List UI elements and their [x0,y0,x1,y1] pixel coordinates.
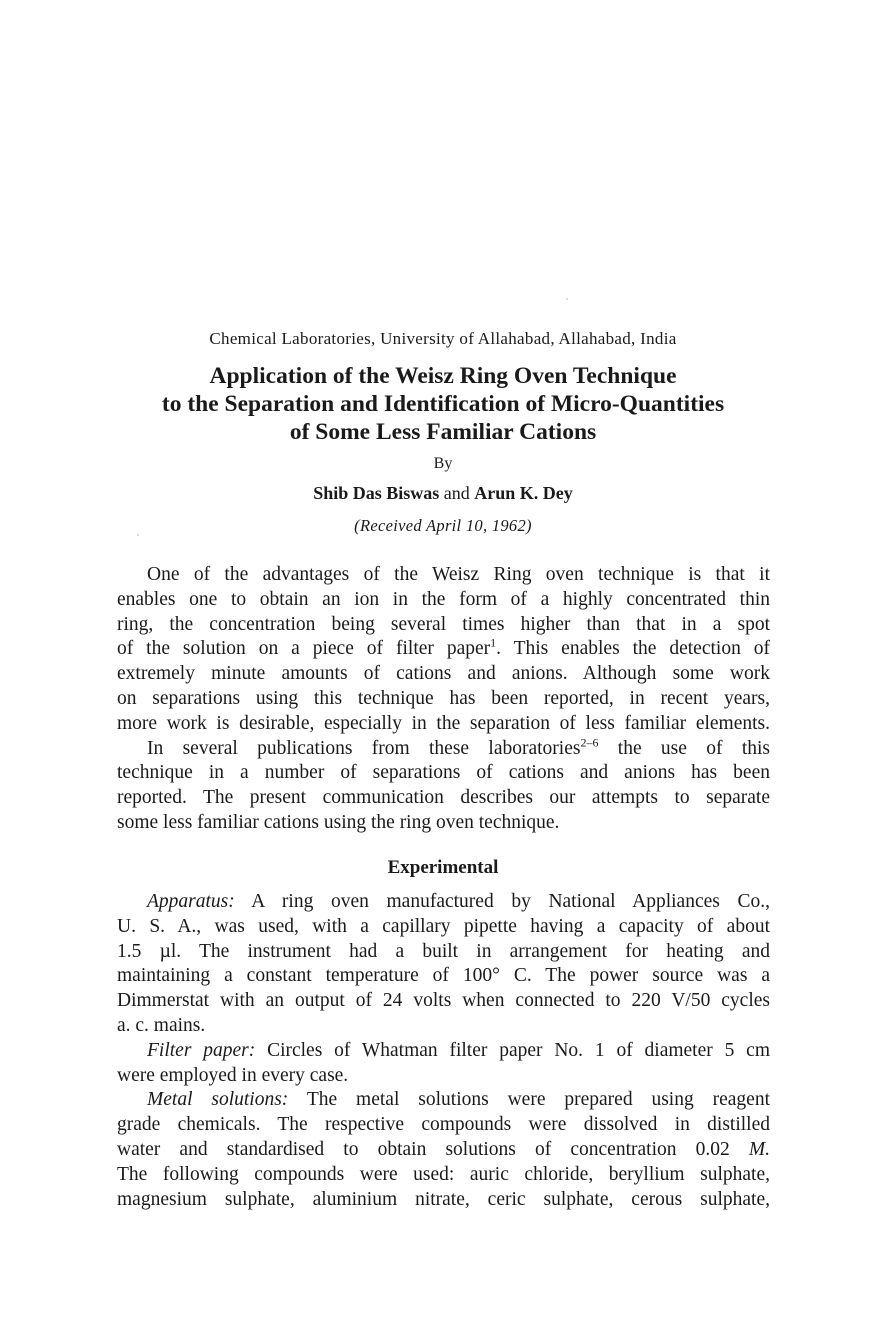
text-fragment: In several publications from these laboratories [147,737,581,759]
paper-title [0,362,886,446]
author-1: Shib Das Biswas [313,483,440,503]
text-fragment: The metal solutions were prepared using reagent [288,1089,770,1111]
author-joiner: and [443,483,470,503]
author-2: Arun K. Dey [474,483,573,503]
title-line-3: of Some Less Familiar Cations [289,419,597,445]
text-line: maintaining a constant temperature of 100° C. The power source was a [117,965,770,987]
text-line [117,890,770,915]
filter-paper-label: Filter paper: [147,1039,256,1061]
text-line: The following compounds were used: auric chloride, beryllium sulphate, [117,1163,770,1185]
footnote-ref: 2–6 [580,735,599,750]
text-fragment: A ring oven manufactured by National Appliances Co., [234,891,770,912]
text-line: magnesium sulphate, aluminium nitrate, ceric sulphate, cerous sulphate, [117,1188,770,1210]
text-fragment: the use of this [598,737,771,759]
text-line: Dimmerstat with an output of 24 volts when connected to 220 V/50 cycles [117,990,770,1012]
title-line-1: Application of the Weisz Ring Oven Technique [209,363,677,389]
title-line-2: to the Separation and Identification of Micro-Quantities [161,391,725,417]
authors [0,483,886,504]
text-line: extremely minute amounts of cations and anions. Although some work [117,663,770,685]
by-label: By [433,455,453,472]
apparatus-label: Apparatus: [147,891,235,912]
metal-solutions-label: Metal solutions: [147,1089,289,1111]
text-line: reported. The present communication describes our attempts to separate [117,787,770,809]
section-heading-experimental: Experimental [387,857,499,878]
text-line: on separations using this technique has been reported, in recent years, [117,687,770,709]
text-line: enables one to obtain an ion in the form of a highly concentrated thin [117,588,770,610]
text-line [117,1138,770,1163]
received-date: (Received April 10, 1962) [354,516,532,535]
text-line: ring, the concentration being several times higher than that in a spot [117,613,770,635]
text-line: One of the advantages of the Weisz Ring oven technique is that it [147,564,770,585]
text-line: 1.5 µl. The instrument had a built in arrangement for heating and [117,940,770,962]
scan-speck [566,298,568,300]
text-fragment: . This enables the detection of [496,638,770,660]
experimental-section [117,890,770,1212]
text-line [117,737,770,762]
text-fragment: of the solution on a piece of filter paper [117,638,491,660]
footnote-ref: 1 [490,635,497,650]
text-line: grade chemicals. The respective compounds were dissolved in distilled [117,1114,770,1136]
affiliation: Chemical Laboratories, University of Allahabad, Allahabad, India [209,329,677,348]
molarity-unit: M. [748,1138,770,1160]
text-fragment: water and standardised to obtain solutions of concentration 0.02 [117,1138,749,1160]
text-line [117,637,770,662]
intro-section [117,563,770,836]
text-line: some less familiar cations using the ring oven technique. [117,811,560,833]
text-line: a. c. mains. [117,1014,206,1036]
text-fragment: Circles of Whatman filter paper No. 1 of diameter 5 cm [255,1039,770,1061]
text-line: were employed in every case. [117,1064,349,1086]
text-line [117,1088,770,1113]
text-line [117,1039,770,1064]
text-line: technique in a number of separations of cations and anions has been [117,762,770,784]
text-line: more work is desirable, especially in the separation of less familiar elements. [117,712,770,734]
text-line: U. S. A., was used, with a capillary pipette having a capacity of about [117,915,770,937]
